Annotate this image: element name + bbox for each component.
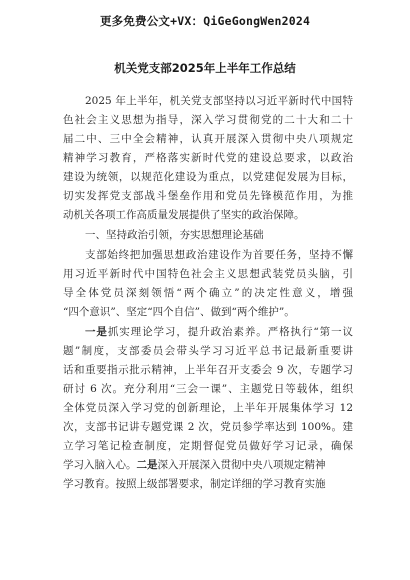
body-text: 抓实理论学习，提升政治素养。严格执行“第一议	[107, 326, 353, 338]
body-line	[85, 325, 353, 339]
section-heading: 一、坚持政治引领，夯实思想理论基础	[85, 229, 264, 241]
body-line: 精神学习教育，严格落实新时代党的建设总要求，以政治	[63, 152, 353, 164]
body-line: 支部始终把加强思想政治建设作为首要任务，坚持不懈	[85, 249, 353, 261]
body-line: 切实发挥党支部战斗堡垒作用和党员先锋模范作用，为推	[63, 190, 353, 202]
body-line: 研讨 6 次。充分利用“三会一课”、主题党日等载体，组织	[63, 383, 353, 395]
body-line: 色社会主义思想为指导，深入学习贯彻党的二十大和二十	[63, 114, 353, 126]
body-line: 2025 年上半年，机关党支部坚持以习近平新时代中国特	[85, 95, 353, 107]
body-line: 次，支部书记讲专题党课 2 次，党员参学率达到 100%。建	[63, 421, 353, 433]
lead-marker: 一是	[85, 326, 108, 338]
body-text: 深入开展深入贯彻中央八项规定精神	[157, 459, 326, 471]
body-line: 全体党员深入学习党的创新理论，上半年开展集体学习 12	[63, 402, 353, 414]
watermark-header: 更多免费公文+VX：QiGeGongWen2024	[99, 14, 311, 28]
body-line: 届二中、三中全会精神，认真开展深入贯彻中央八项规定	[63, 133, 353, 145]
body-line: 话和重要指示批示精神，上半年召开支委会 9 次，专题学习	[63, 364, 353, 376]
body-line: 动机关各项工作高质量发展提供了坚实的政治保障。	[63, 209, 305, 221]
body-line: 用习近平新时代中国特色社会主义思想武装党员头脑，引	[63, 268, 353, 280]
body-line: 立学习笔记检查制度，定期督促党员做好学习记录，确保	[63, 440, 353, 452]
body-text: 学习入脑入心。	[63, 459, 137, 471]
body-line: 学习教育。按照上级部署要求，制定详细的学习教育实施	[63, 478, 326, 490]
body-line: 题”制度，支部委员会带头学习习近平总书记最新重要讲	[63, 345, 353, 357]
document-title: 机关党支部2025年上半年工作总结	[114, 61, 296, 75]
lead-marker: 二是	[136, 459, 158, 471]
body-line: 导全体党员深刻领悟“两个确立”的决定性意义，增强	[63, 287, 353, 299]
body-line: “四个意识”、坚定“四个自信”、做到“两个维护”。	[63, 306, 295, 318]
body-line: 建设为统领，以规范化建设为重点，以党建促发展为目标，	[63, 171, 353, 183]
body-line	[63, 458, 353, 472]
